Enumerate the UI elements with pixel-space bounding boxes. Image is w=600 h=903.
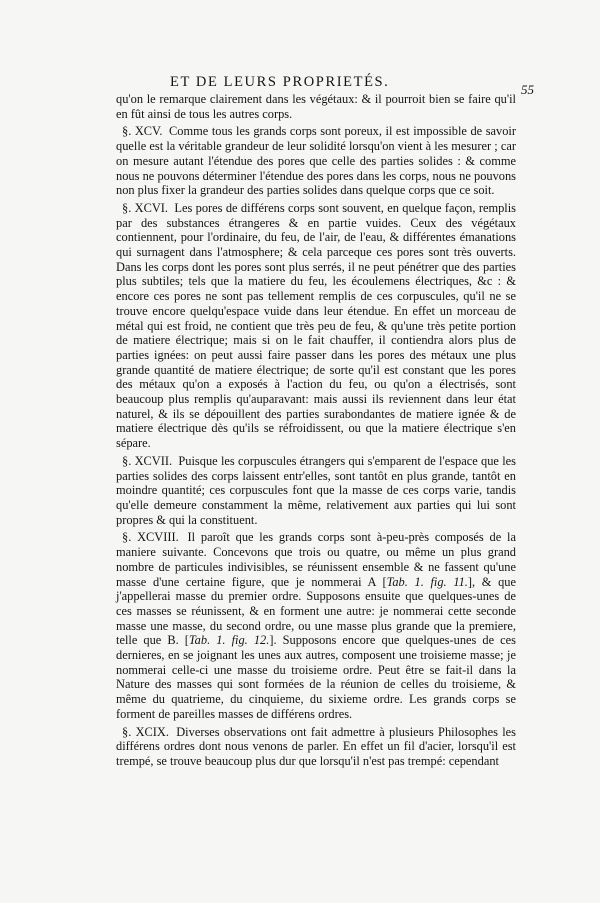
- paragraph-text: Les pores de différens corps sont souvent, en quelque façon, remplis par des substances étrangeres & en partie vuides. Ceux des végétaux contiennent, pour l'ordinaire, du feu, de l'air, de l'eau, & différentes émanations qui surnagent dans l'atmosphere; & cela parceque ces pores sont très ouverts. Dans les corps dont les pores sont plus serrés, il ne peut pénétrer que des parties plus subtiles; tels que la matiere du feu, les écoulemens électriques, &c : & encore ces pores ne sont pas tellement remplis de ces corpuscules, qu'il ne se trouve encore quelqu'espace vuide dans leur étendue. En effet un morceau de métal qui est froid, ne contient que très peu de feu, & qu'une très petite portion de matiere électrique; mais si on le fait chauffer, il contiendra alors plus de parties ignées: on peut aussi faire passer dans les pores des métaux une plus grande quantité de matiere électrique; de sorte qu'il est constant que les pores des métaux qu'on a exposés à l'action du feu, ou qu'on a électrisés, sont beaucoup plus remplis qu'auparavant: mais aussi ils reviennent dans leur état naturel, & ils se dépouillent des parties surabondantes de matiere ignée & de matiere électrique dès qu'ils se réfroidissent, ou que la matiere électrique s'en sépare.: [116, 200, 516, 451]
- paragraph-xcv: [116, 124, 516, 198]
- paragraph-text: qu'on le remarque clairement dans les végétaux: & il pourroit bien se faire qu'il en fût ainsi de tous les autres corps.: [116, 92, 516, 121]
- running-title: ET DE LEURS PROPRIETÉS.: [170, 74, 390, 90]
- section-number: §. XCIX.: [122, 724, 169, 739]
- section-number: §. XCVI.: [122, 200, 169, 215]
- paragraph-continuation: [116, 92, 516, 121]
- paragraph-xcviii: [116, 530, 516, 721]
- paragraph-text: Comme tous les grands corps sont poreux, il est impossible de savoir quelle est la véritable grandeur de leur solidité lorsqu'on vient à les mesurer ; car on mesure autant l'étendue des pores que celle des parties solides : & comme nous ne pouvons déterminer l'étendue des pores dans les corps, nous ne pouvons non plus fixer la grandeur des parties solides dans quelque corps que ce soit.: [116, 124, 516, 198]
- paragraph-xcvi: [116, 201, 516, 451]
- section-number: §. XCVII.: [122, 453, 173, 468]
- paragraph-text: Puisque les corpuscules étrangers qui s'emparent de l'espace que les parties solides des corps laissent entr'elles, sont tantôt en plus grande, tantôt en moindre quantité; ces corpuscules font que la masse de ces corps varie, tandis qu'elle demeure constamment la même, relativement aux parties qui lui sont propres & qui la constituent.: [116, 453, 516, 527]
- figure-reference: Tab. 1. fig. 11.: [386, 574, 468, 589]
- body-text: [116, 92, 516, 769]
- figure-reference: Tab. 1. fig. 12.: [188, 633, 270, 648]
- paragraph-text: Il paroît que les grands corps sont à-peu-près composés de la maniere suivante. Concevons que trois ou quatre, ou même un plus grand nombre de particules indivisibles, se réunissent ensemble & ne fassent qu'une masse d'une certaine figure, que je nommerai A [: [116, 530, 516, 589]
- paragraph-xcix: [116, 725, 516, 769]
- paragraph-text: ]. Supposons encore que quelques-unes de ces dernieres, en se joignant les unes aux autres, composent une troisieme masse; je nommerai celle-ci une masse du troisieme ordre. Peut être se fait-il dans la Nature des masses qui sont formées de la réunion de celles du troisieme, & même du quatrieme, du cinquieme, du sixieme ordre. Les grands corps se forment de pareilles masses de différens ordres.: [116, 633, 517, 721]
- paragraph-text: Diverses observations ont fait admettre à plusieurs Philosophes les différens ordres dont nous venons de parler. En effet un fil d'acier, lorsqu'il est trempé, se trouve beaucoup plus dur que lorsqu'il n'est pas trempé: cependant: [116, 724, 516, 768]
- paragraph-text: ], & que j'appellerai masse du premier ordre. Supposons ensuite que quelques-unes de ces masses se réunissent, & en forment une autre: je nommerai cette seconde masse une masse, du second ordre, ou une masse plus grande que la premiere, telle que B. [: [116, 574, 516, 648]
- paragraph-xcvii: [116, 454, 516, 528]
- section-number: §. XCV.: [122, 124, 163, 139]
- page-number: 55: [521, 82, 534, 97]
- section-number: §. XCVIII.: [122, 530, 179, 545]
